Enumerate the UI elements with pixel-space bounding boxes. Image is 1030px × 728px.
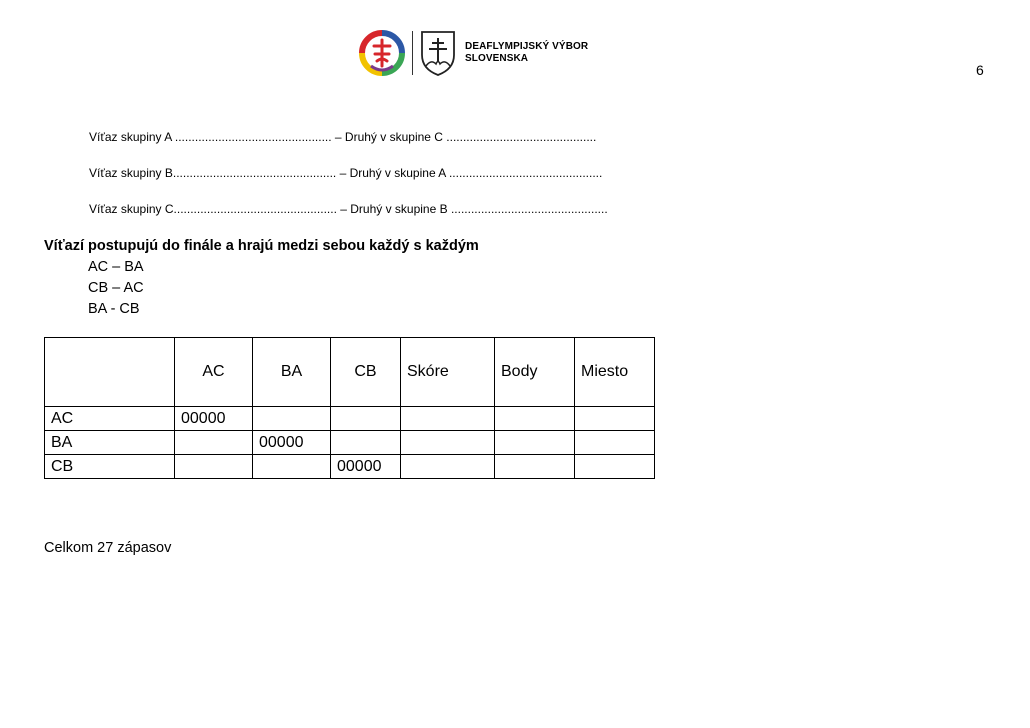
organization-name-line2: SLOVENSKA (465, 53, 529, 64)
finals-heading: Víťazí postupujú do finále a hrajú medzi sebou každý s každým (44, 238, 479, 254)
table-cell (575, 455, 655, 479)
results-table (44, 337, 655, 479)
table-header-cell (45, 338, 175, 407)
table-cell (401, 455, 495, 479)
table-cell: 00000 (331, 455, 401, 479)
page-number: 6 (976, 62, 984, 78)
organization-name-line1: DEAFLYMPIJSKÝ VÝBOR (465, 41, 589, 52)
document-header (357, 27, 588, 79)
table-header-cell: Skóre (401, 338, 495, 407)
table-cell: AC (45, 407, 175, 431)
table-row (45, 455, 655, 479)
table-cell: 00000 (175, 407, 253, 431)
deaflympics-logo-icon (357, 28, 407, 78)
table-cell: BA (45, 431, 175, 455)
table-cell (331, 407, 401, 431)
table-cell (575, 407, 655, 431)
table-cell (575, 431, 655, 455)
table-cell (495, 455, 575, 479)
table-cell: CB (45, 455, 175, 479)
pairing-line: Víťaz skupiny C................................................. – Druhý v skupine B ............................................... (89, 202, 608, 216)
organization-name (465, 41, 588, 65)
match-line: AC – BA (88, 259, 144, 275)
total-matches: Celkom 27 zápasov (44, 540, 172, 556)
table-header-cell: Body (495, 338, 575, 407)
table-cell (253, 407, 331, 431)
table-header-cell: AC (175, 338, 253, 407)
table-cell (401, 431, 495, 455)
table-header-cell: CB (331, 338, 401, 407)
pairing-line: Víťaz skupiny A ............................................... – Druhý v skupine C ............................................. (89, 130, 597, 144)
pairing-line: Víťaz skupiny B................................................. – Druhý v skupine A .............................................. (89, 166, 603, 180)
match-line: CB – AC (88, 280, 144, 296)
table-cell (401, 407, 495, 431)
slovak-crest-icon (419, 29, 457, 77)
table-row (45, 407, 655, 431)
table-cell: 00000 (253, 431, 331, 455)
table-cell (175, 455, 253, 479)
table-cell (253, 455, 331, 479)
match-line: BA - CB (88, 301, 140, 317)
table-header-cell: BA (253, 338, 331, 407)
table-cell (331, 431, 401, 455)
table-cell (495, 431, 575, 455)
table-row (45, 431, 655, 455)
table-header-cell: Miesto (575, 338, 655, 407)
table-header-row (45, 338, 655, 407)
table-cell (495, 407, 575, 431)
logo-divider (412, 31, 413, 75)
table-cell (175, 431, 253, 455)
